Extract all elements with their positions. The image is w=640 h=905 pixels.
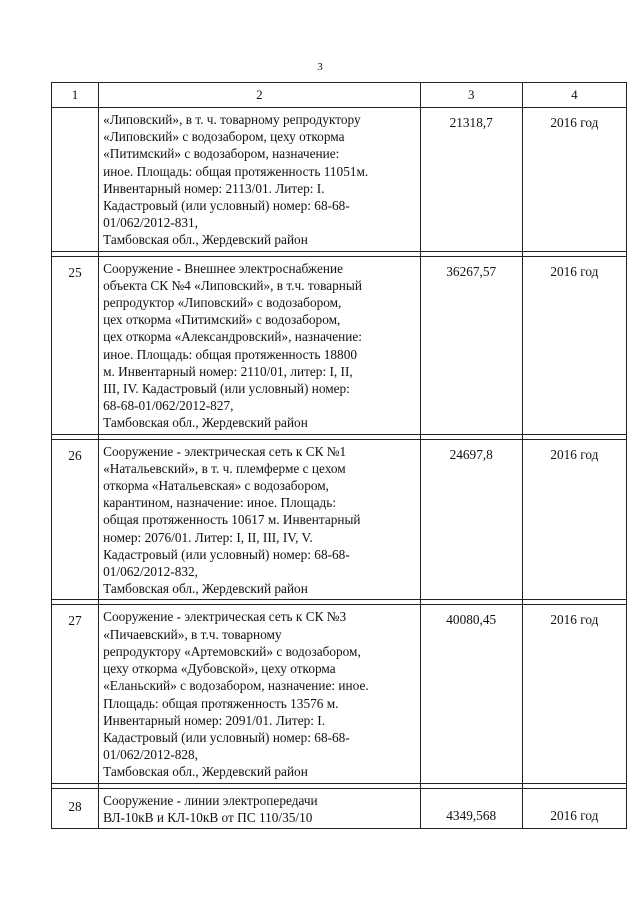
header-cell-1: 1	[52, 83, 99, 108]
description-line: м. Инвентарный номер: 2110/01, литер: I, II,	[103, 363, 353, 379]
header-cell-4: 4	[522, 83, 626, 108]
description-line: цеху откорма «Дубовской», цеху откорма	[103, 661, 336, 677]
description-line: «Питимский» с водозабором, назначение:	[103, 146, 340, 162]
description-line: Тамбовская обл., Жердевский район	[103, 581, 308, 597]
description-line: Тамбовская обл., Жердевский район	[103, 415, 308, 431]
description-line: Инвентарный номер: 2113/01. Литер: I.	[103, 180, 325, 196]
description-line: Сооружение - электрическая сеть к СК №1	[103, 443, 347, 459]
description-line: цех откорма «Питимский» с водозабором,	[103, 312, 341, 328]
description-line: «Натальевский», в т. ч. племферме с цехом	[103, 460, 346, 476]
description-line: «Пичаевский», в т.ч. товарному	[103, 626, 282, 642]
table-row	[52, 605, 627, 783]
description-line: 01/062/2012-832,	[103, 564, 199, 580]
description-line: Сооружение - линии электропередачи	[103, 792, 318, 808]
row-year: 2016 год	[522, 108, 626, 252]
table-row	[52, 439, 627, 600]
row-description	[99, 256, 421, 434]
row-description	[99, 605, 421, 783]
row-description	[99, 108, 421, 252]
row-value: 24697,8	[420, 439, 522, 600]
row-description	[99, 788, 421, 828]
row-value: 36267,57	[420, 256, 522, 434]
row-year: 2016 год	[522, 788, 626, 828]
description-line: откорма «Натальевская» с водозабором,	[103, 478, 329, 494]
page-number: 3	[317, 61, 323, 73]
description-line: карантином, назначение: иное. Площадь:	[103, 495, 337, 511]
row-value: 4349,568	[420, 788, 522, 828]
row-year: 2016 год	[522, 256, 626, 434]
description-line: III, IV. Кадастровый (или условный) номер:	[103, 381, 350, 397]
description-line: «Еланьский» с водозабором, назначение: иное.	[103, 678, 369, 694]
row-description	[99, 439, 421, 600]
table-header-row	[52, 83, 627, 108]
description-line: Сооружение - электрическая сеть к СК №3	[103, 609, 347, 625]
description-line: объекта СК №4 «Липовский», в т.ч. товарный	[103, 277, 362, 293]
description-line: ВЛ-10кВ и КЛ-10кВ от ПС 110/35/10	[103, 809, 313, 825]
row-year: 2016 год	[522, 605, 626, 783]
description-line: иное. Площадь: общая протяженность 18800	[103, 346, 357, 362]
row-number: 25	[52, 256, 99, 434]
description-line: Площадь: общая протяженность 13576 м.	[103, 695, 339, 711]
description-line: репродуктору «Артемовский» с водозабором,	[103, 643, 361, 659]
description-line: 01/062/2012-831,	[103, 215, 199, 231]
description-line: 68-68-01/062/2012-827,	[103, 398, 234, 414]
row-year: 2016 год	[522, 439, 626, 600]
description-line: Кадастровый (или условный) номер: 68-68-	[103, 546, 350, 562]
row-number: 26	[52, 439, 99, 600]
description-line: Кадастровый (или условный) номер: 68-68-	[103, 198, 350, 214]
description-line: Тамбовская обл., Жердевский район	[103, 764, 308, 780]
description-line: Тамбовская обл., Жердевский район	[103, 232, 308, 248]
row-number: 27	[52, 605, 99, 783]
table-row	[52, 108, 627, 252]
description-line: Сооружение - Внешнее электроснабжение	[103, 260, 343, 276]
description-line: репродуктор «Липовский» с водозабором,	[103, 295, 342, 311]
table-row	[52, 256, 627, 434]
description-line: 01/062/2012-828,	[103, 747, 199, 763]
header-cell-3: 3	[420, 83, 522, 108]
header-cell-2: 2	[99, 83, 421, 108]
description-line: Инвентарный номер: 2091/01. Литер: I.	[103, 712, 326, 728]
row-number: 28	[52, 788, 99, 828]
description-line: номер: 2076/01. Литер: I, II, III, IV, V.	[103, 529, 313, 545]
description-line: «Липовский», в т. ч. товарному репродуктору	[103, 112, 361, 127]
row-number	[52, 108, 99, 252]
table-row	[52, 788, 627, 828]
row-value: 21318,7	[420, 108, 522, 252]
property-table	[51, 82, 627, 829]
description-line: общая протяженность 10617 м. Инвентарный	[103, 512, 361, 528]
description-line: «Липовский» с водозабором, цеху откорма	[103, 129, 345, 145]
description-line: цех откорма «Александровский», назначение:	[103, 329, 362, 345]
row-value: 40080,45	[420, 605, 522, 783]
description-line: Кадастровый (или условный) номер: 68-68-	[103, 729, 350, 745]
description-line: иное. Площадь: общая протяженность 11051м.	[103, 163, 369, 179]
